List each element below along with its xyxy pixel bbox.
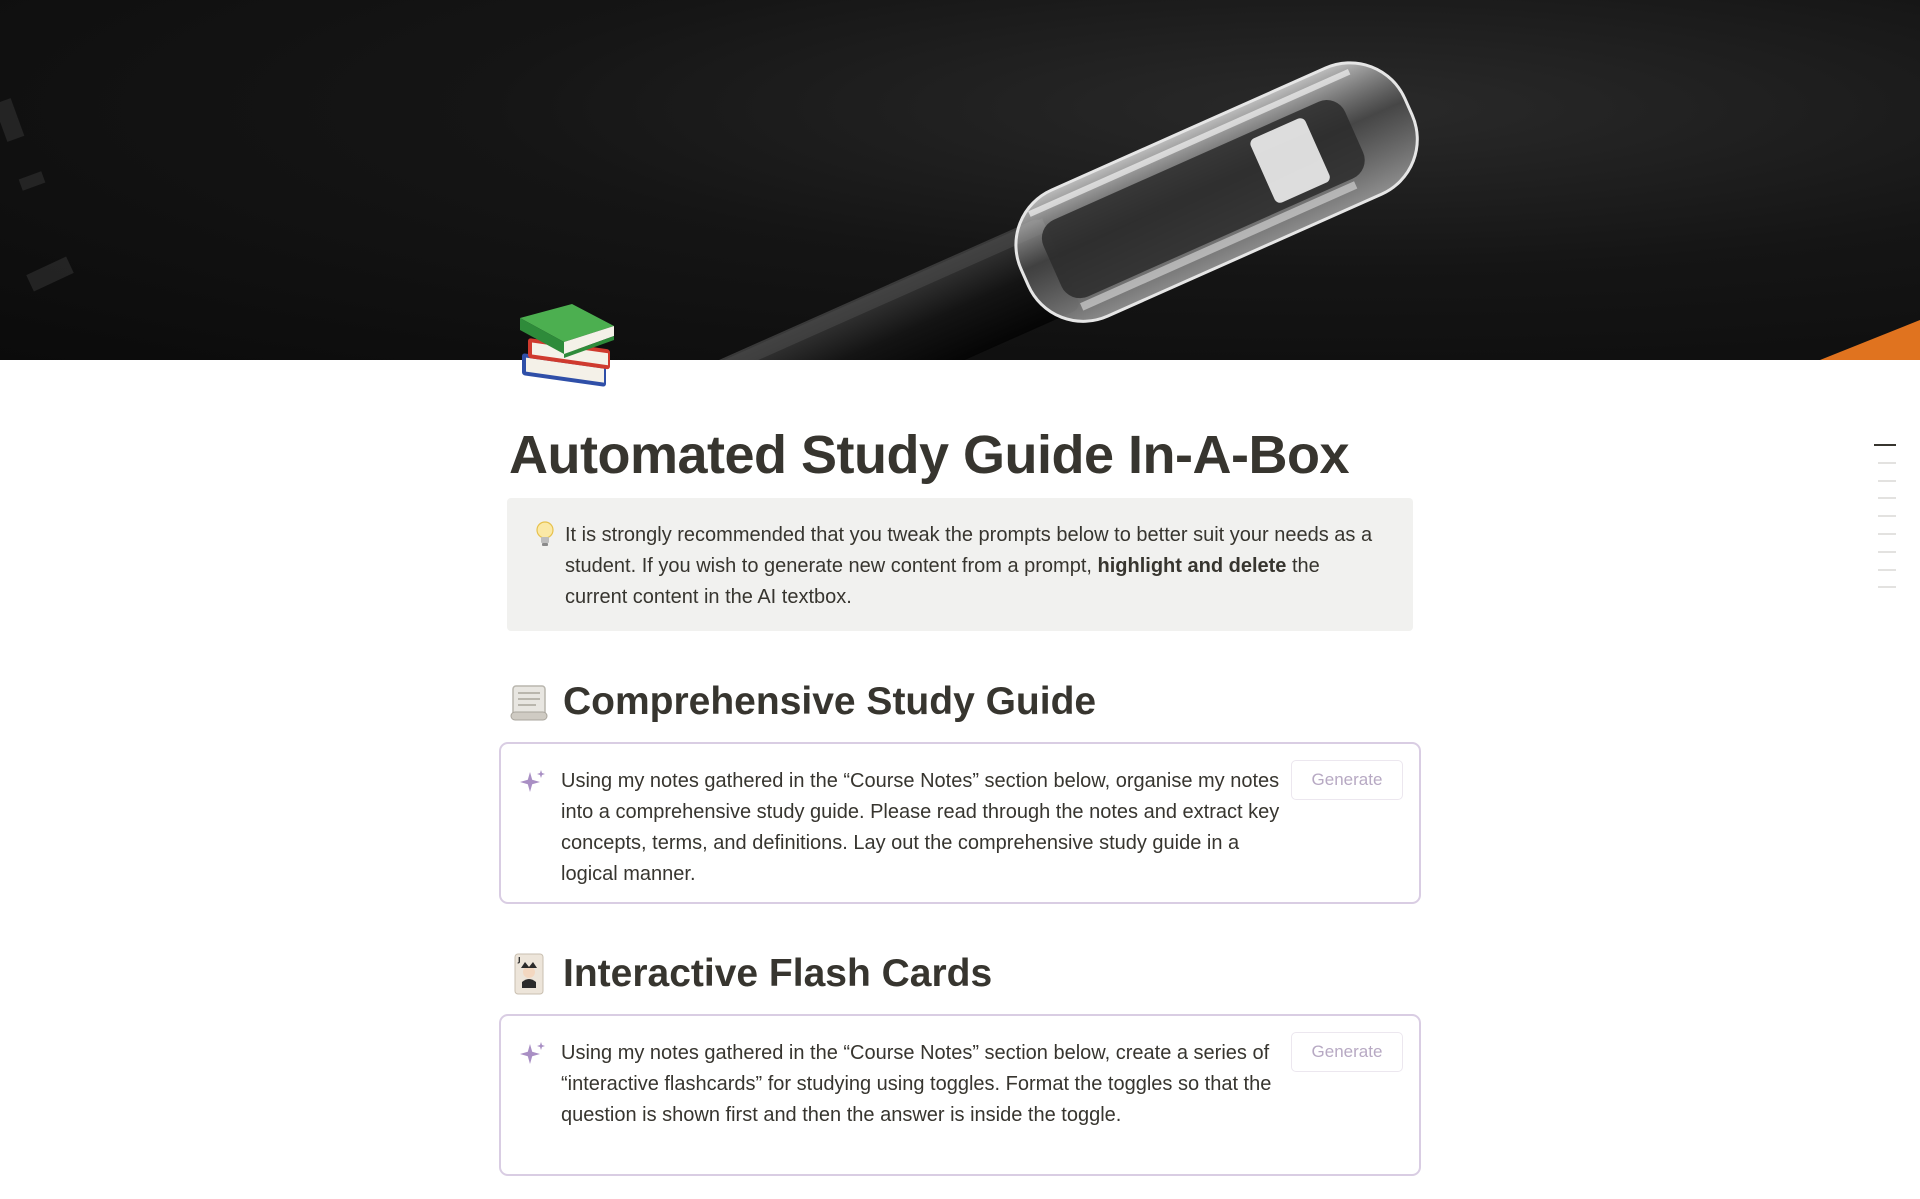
joker-card-icon	[507, 952, 551, 996]
books-icon[interactable]	[514, 300, 620, 410]
heading-interactive-flash-cards[interactable]	[507, 952, 992, 996]
pen-cover-image	[0, 0, 1920, 360]
ai-block-flash-cards[interactable]	[499, 1014, 1421, 1176]
ai-prompt-text[interactable]: Using my notes gathered in the “Course Notes” section below, organise my notes into a comprehensive study guide. Please read through the notes and extract key concepts, terms, and definitions. Lay out the comprehensive study guide in a logical manner.	[561, 770, 1280, 885]
callout-text-end: the current content in the AI textbox.	[565, 555, 1320, 608]
heading-text: Comprehensive Study Guide	[563, 680, 1097, 723]
toc-line[interactable]	[1878, 533, 1896, 535]
generate-button[interactable]: Generate	[1291, 760, 1403, 800]
heading-comprehensive-study-guide[interactable]	[507, 680, 1096, 724]
toc-line[interactable]	[1878, 462, 1896, 464]
lightbulb-icon	[533, 520, 557, 548]
svg-text:J: J	[518, 956, 521, 964]
table-of-contents-minimap[interactable]	[1874, 444, 1896, 604]
toc-line[interactable]	[1878, 515, 1896, 517]
ai-sparkle-icon	[519, 768, 547, 796]
heading-text: Interactive Flash Cards	[563, 952, 993, 995]
toc-line[interactable]	[1878, 551, 1896, 553]
toc-line[interactable]	[1874, 444, 1896, 446]
scroll-icon	[507, 680, 551, 724]
toc-line[interactable]	[1878, 569, 1896, 571]
callout-text-bold: highlight and delete	[1097, 555, 1287, 577]
callout-text	[565, 520, 1385, 613]
toc-line[interactable]	[1878, 497, 1896, 499]
callout-text-start: It is strongly recommended that you tweak the prompts below to better suit your needs as a student. If you wish to generate new content from a prompt,	[565, 524, 1373, 577]
generate-button[interactable]: Generate	[1291, 1032, 1403, 1072]
toc-line[interactable]	[1878, 480, 1896, 482]
page-title[interactable]: Automated Study Guide In-A-Box	[509, 425, 1349, 485]
ai-block-study-guide[interactable]	[499, 742, 1421, 904]
cover-image[interactable]	[0, 0, 1920, 360]
ai-sparkle-icon	[519, 1040, 547, 1068]
toc-line[interactable]	[1878, 586, 1896, 588]
callout[interactable]	[507, 498, 1413, 631]
ai-prompt-text[interactable]: Using my notes gathered in the “Course Notes” section below, create a series of “interactive flashcards” for studying using toggles. Format the toggles so that the question is shown first and then the answer is inside the toggle.	[561, 1042, 1272, 1126]
